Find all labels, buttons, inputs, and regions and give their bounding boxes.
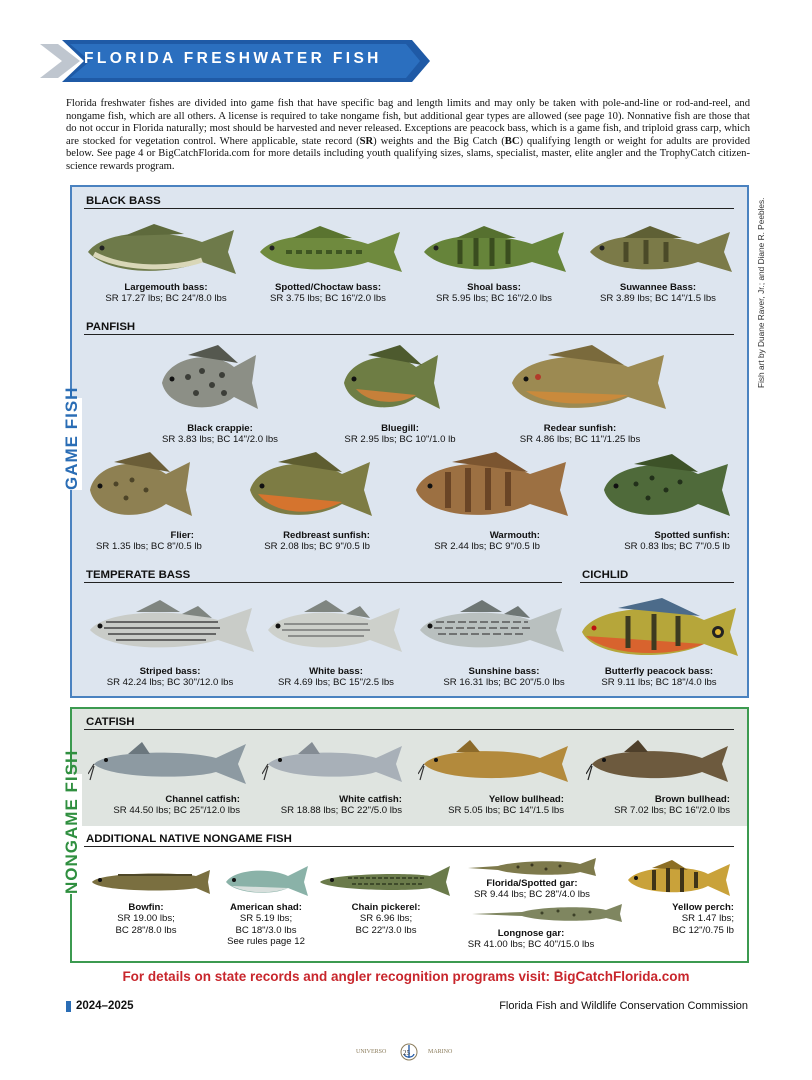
black-crappie-illustration xyxy=(158,343,262,419)
section-temperate-bass: TEMPERATE BASS xyxy=(86,569,191,581)
fish-label-white-bass: White bass: SR 4.69 lbs; BC 15"/2.5 lbs xyxy=(278,666,394,689)
warmouth-illustration xyxy=(412,450,572,526)
fish-label-longnose-gar: Longnose gar: SR 41.00 lbs; BC 40"/15.0 lbs xyxy=(467,928,595,951)
sunshine-bass-illustration xyxy=(416,598,568,660)
art-credit: Fish art by Duane Raver, Jr.; and Diane R. Peebles. xyxy=(756,197,766,388)
fish-label-suwannee-bass: Suwannee Bass: SR 3.89 lbs; BC 14"/1.5 lbs xyxy=(600,282,716,305)
spotted-sunfish-illustration xyxy=(600,452,734,526)
fish-label-warmouth: Warmouth: SR 2.44 lbs; BC 9"/0.5 lb xyxy=(434,530,540,553)
section-native-nongame: ADDITIONAL NATIVE NONGAME FISH xyxy=(86,833,292,845)
fish-label-american-shad: American shad: SR 5.19 lbs; BC 18"/3.0 lbs See rules page 12 xyxy=(227,902,305,948)
american-shad-illustration xyxy=(222,862,312,900)
fish-label-striped-bass: Striped bass: SR 42.24 lbs; BC 30"/12.0 lbs xyxy=(106,666,234,689)
intro-paragraph: Florida freshwater fishes are divided into game fish that have specific bag and length limits and may only be taken with pole-and-line or rod-and-reel, and nongame fish, which are all others. A license is required to take nongame fish, but additional gear types are allowed (see page 10). Nonnative fish are those that do not occur in Florida naturally; most should be harvested and never released. Exceptions are peacock bass, which is a game fish, and triploid grass carp, which are stocked for vegetation control. Where applicable, state record (SR) weights and the Big Catch (BC) qualifying length or weight for adults are provided below. See page 4 or BigCatchFlorida.com for more details including youth qualifying sizes, slams, specialist, master, elite angler and the TrophyCatch citizen-science rewards program. xyxy=(66,98,751,172)
section-rule xyxy=(580,582,734,583)
year-range: 2024–2025 xyxy=(76,1000,134,1012)
largemouth-bass-illustration xyxy=(84,220,244,282)
fish-label-crappie: Black crappie: SR 3.83 lbs; BC 14"/2.0 lbs xyxy=(162,423,278,446)
redear-sunfish-illustration xyxy=(508,343,670,419)
bluegill-illustration xyxy=(340,343,444,419)
fish-label-spotted-bass: Spotted/Choctaw bass: SR 3.75 lbs; BC 16"/2.0 lbs xyxy=(270,282,386,305)
brown-bullhead-illustration xyxy=(586,736,734,792)
fish-label-bowfin: Bowfin: SR 19.00 lbs; BC 28"/8.0 lbs xyxy=(115,902,177,936)
nongame-fish-label: NONGAME FISH xyxy=(62,749,81,894)
section-panfish: PANFISH xyxy=(86,321,136,333)
year-marker xyxy=(66,1001,71,1012)
fish-label-flier: Flier: SR 1.35 lbs; BC 8"/0.5 lb xyxy=(96,530,202,553)
section-rule xyxy=(84,582,562,583)
fish-label-yellow-perch: Yellow perch: SR 1.47 lbs; BC 12"/0.75 lb xyxy=(672,902,734,936)
page-number-mark: UNIVERSO 25 MARINO xyxy=(356,1042,476,1062)
fish-label-sunshine-bass: Sunshine bass: SR 16.31 lbs; BC 20"/5.0 lbs xyxy=(443,666,565,689)
redbreast-sunfish-illustration xyxy=(246,450,376,526)
florida-gar-illustration xyxy=(468,854,600,880)
bigcatch-link[interactable]: BigCatchFlorida.com xyxy=(553,969,690,984)
fish-label-spotted-sunfish: Spotted sunfish: SR 0.83 lbs; BC 7"/0.5 lb xyxy=(624,530,730,553)
fish-label-redbreast: Redbreast sunfish: SR 2.08 lbs; BC 9"/0.5 lb xyxy=(264,530,370,553)
section-rule xyxy=(84,334,734,335)
fish-label-largemouth: Largemouth bass: SR 17.27 lbs; BC 24"/8.0 lbs xyxy=(105,282,227,305)
fish-label-chain-pickerel: Chain pickerel: SR 6.96 lbs; BC 22"/3.0 lbs xyxy=(351,902,421,936)
fish-label-yellow-bullhead: Yellow bullhead: SR 5.05 lbs; BC 14"/1.5 lbs xyxy=(448,794,564,817)
longnose-gar-illustration xyxy=(472,900,626,926)
page-title: FLORIDA FRESHWATER FISH xyxy=(84,50,382,67)
channel-catfish-illustration xyxy=(88,738,252,790)
striped-bass-illustration xyxy=(86,598,258,660)
suwannee-bass-illustration xyxy=(586,222,736,280)
section-rule xyxy=(84,846,734,847)
white-bass-illustration xyxy=(264,598,406,660)
records-notice: For details on state records and angler recognition programs visit: BigCatchFlorida.com xyxy=(122,969,690,984)
fish-label-peacock-bass: Butterfly peacock bass: SR 9.11 lbs; BC 18"/4.0 lbs xyxy=(601,666,717,689)
yellow-perch-illustration xyxy=(624,858,734,900)
butterfly-peacock-bass-illustration xyxy=(578,596,742,664)
section-rule xyxy=(84,729,734,730)
section-rule xyxy=(84,208,734,209)
fish-label-florida-gar: Florida/Spotted gar: SR 9.44 lbs; BC 28"/4.0 lbs xyxy=(474,878,590,901)
fish-label-white-catfish: White catfish: SR 18.88 lbs; BC 22"/5.0 lbs xyxy=(280,794,402,817)
bowfin-illustration xyxy=(88,864,214,900)
fish-label-redear: Redear sunfish: SR 4.86 lbs; BC 11"/1.25 lbs xyxy=(519,423,641,446)
yellow-bullhead-illustration xyxy=(418,736,574,792)
chain-pickerel-illustration xyxy=(318,860,454,900)
game-fish-label: GAME FISH xyxy=(62,386,81,490)
fish-label-channel-catfish: Channel catfish: SR 44.50 lbs; BC 25"/12.0 lbs xyxy=(113,794,240,817)
flier-illustration xyxy=(86,450,196,526)
fish-label-bluegill: Bluegill: SR 2.95 lbs; BC 10"/1.0 lb xyxy=(344,423,456,446)
fish-label-shoal-bass: Shoal bass: SR 5.95 lbs; BC 16"/2.0 lbs xyxy=(436,282,552,305)
section-catfish: CATFISH xyxy=(86,716,135,728)
agency-name: Florida Fish and Wildlife Conservation Commission xyxy=(499,1000,748,1012)
white-catfish-illustration xyxy=(262,738,408,790)
section-black-bass: BLACK BASS xyxy=(86,195,161,207)
section-cichlid: CICHLID xyxy=(582,569,629,581)
spotted-bass-illustration xyxy=(256,222,406,280)
fish-label-brown-bullhead: Brown bullhead: SR 7.02 lbs; BC 16"/2.0 lbs xyxy=(614,794,730,817)
shoal-bass-illustration xyxy=(420,222,570,280)
